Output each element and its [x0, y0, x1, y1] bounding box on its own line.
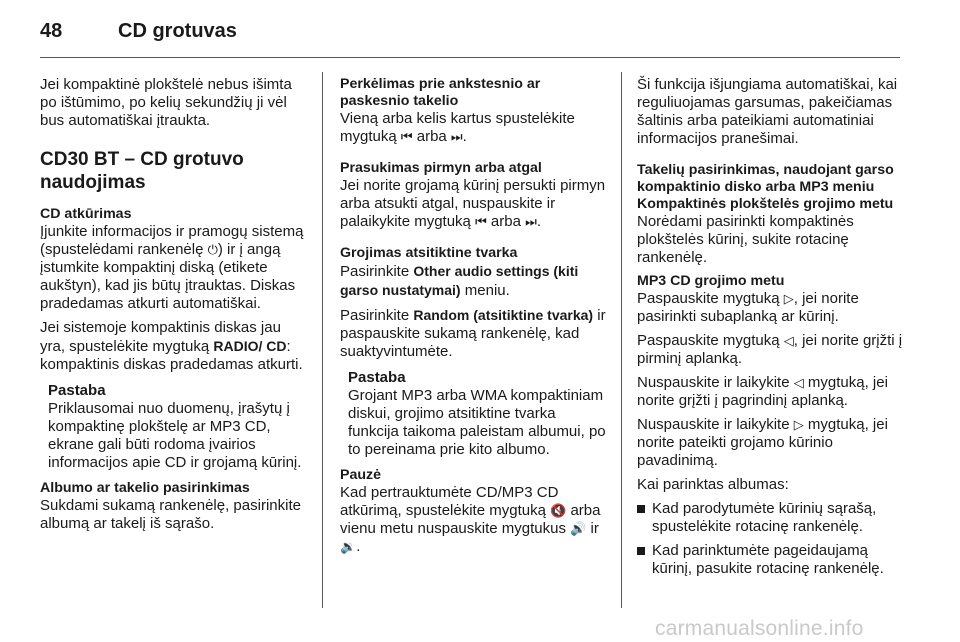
section-title: CD30 BT – CD grotuvo naudojimas	[40, 149, 244, 193]
auto-off-paragraph: Ši funkcija išjungiama automatiškai, kai reguliuojamas garsumas, pakeičiamas šaltinis arba pateikiami automatiniai informacijos pranešimai.	[637, 76, 898, 147]
mp3-paragraph-4: Nuspauskite ir laikykite ▷ mygtuką, jei norite pateikti grojamo kūrinio pavadinimą.	[637, 416, 888, 469]
heading-album-select: Albumo ar takelio pasirinkimas	[40, 480, 250, 496]
random-paragraph-1: Pasirinkite Other audio settings (kiti garso nustatymai) meniu.	[340, 263, 579, 299]
random-label: Random (atsitiktine tvarka)	[413, 307, 594, 323]
heading-fast-forward: Prasukimas pirmyn arba atgal	[340, 160, 542, 176]
eject-paragraph: Jei kompaktinė plokštelė nebus išimta po ištūmimo, po kelių sekundžių ji vėl bus automatiškai įtraukta.	[40, 76, 292, 129]
volume-down-icon: 🔉	[340, 539, 357, 554]
previous-track-icon: ⏮	[475, 214, 487, 229]
volume-up-icon: 🔊	[570, 521, 587, 536]
heading-cd-menu: Kompaktinės plokštelės grojimo metu	[637, 196, 894, 212]
radio-cd-button-label: RADIO/ CD	[213, 338, 287, 354]
pause-paragraph: Kad pertrauktumėte CD/MP3 CD atkūrimą, spustelėkite mygtuką 🔇 arba vienu metu nuspauskite mygtukus 🔊 ir 🔉.	[340, 484, 601, 555]
other-audio-settings-label: Other audio settings (kiti garso nustatymai)	[340, 263, 579, 298]
page-title: CD grotuvas	[118, 20, 237, 42]
random-paragraph-2: Pasirinkite Random (atsitiktine tvarka) ir paspauskite sukamą rankenėlę, kad suaktyvintumėte.	[340, 307, 606, 360]
heading-pause: Pauzė	[340, 467, 382, 483]
note-text: Grojant MP3 arba WMA kompaktiniam diskui, grojimo atsitiktine tvarka funkcija taikoma paleistam albumui, po to pereinama prie kito albumo.	[348, 387, 606, 458]
note-text: Priklausomai nuo duomenų, įrašytų į kompaktinę plokštelę ar MP3 CD, ekrane gali būti rodoma įvairios informacijos apie CD ir grojamą kūrinį.	[48, 400, 302, 471]
next-track-icon: ⏭	[450, 129, 463, 144]
watermark: carmanualsonline.info	[655, 617, 864, 640]
column-2	[340, 76, 610, 562]
right-arrow-icon: ▷	[793, 417, 804, 432]
fast-forward-paragraph: Jei norite grojamą kūrinį persukti pirmyn arba atsukti atgal, nuspauskite ir palaikykite mygtuką ⏮ arba ⏭.	[340, 177, 606, 230]
album-select-paragraph: Sukdami sukamą rankenėlę, pasirinkite albumą ar takelį iš sąrašo.	[40, 497, 301, 532]
note-box	[48, 382, 308, 472]
cd-menu-paragraph: Norėdami pasirinkti kompaktinės plokštelės kūrinį, sukite rotacinę rankenėlę.	[637, 213, 854, 266]
note-title: Pastaba	[48, 382, 106, 399]
note-title: Pastaba	[348, 369, 406, 386]
skip-paragraph: Vieną arba kelis kartus spustelėkite mygtuką ⏮ arba ⏭.	[340, 110, 575, 145]
mp3-paragraph-3: Nuspauskite ir laikykite ◁ mygtuką, jei norite grįžti į pagrindinį aplanką.	[637, 374, 888, 409]
album-selected-paragraph: Kai parinktas albumas:	[637, 476, 789, 493]
bullet-item: Kad parodytumėte kūrinių sąrašą, spustelėkite rotacinę rankenėlę.	[637, 500, 903, 536]
right-arrow-icon: ▷	[783, 291, 794, 306]
heading-skip-track: Perkėlimas prie ankstesnio ar paskesnio takelio	[340, 76, 541, 109]
power-icon: ⏻	[207, 242, 218, 257]
mp3-paragraph-1: Paspauskite mygtuką ▷, jei norite pasirinkti subaplanką ar kūrinį.	[637, 290, 859, 325]
column-3	[637, 76, 903, 578]
next-track-icon: ⏭	[525, 214, 537, 229]
page-number: 48	[40, 20, 63, 42]
page-header	[40, 20, 920, 50]
column-1	[40, 76, 308, 539]
heading-mp3-menu: MP3 CD grojimo metu	[637, 273, 785, 289]
playback-paragraph: Įjunkite informacijos ir pramogų sistemą (spustelėdami rankenėlę ⏻) ir į angą įstumkite kompaktinį diską (etikete aukštyn), kad jis būtų įtrauktas. Diskas pradedamas atkurti automatiškai.	[40, 223, 304, 312]
column-divider-2	[621, 72, 622, 608]
heading-track-selection: Takelių pasirinkimas, naudojant garso kompaktinio disko arba MP3 meniu	[637, 162, 894, 195]
mute-icon: 🔇	[550, 503, 567, 518]
bullet-item: Kad parinktumėte pageidaujamą kūrinį, pasukite rotacinę rankenėlę.	[637, 542, 903, 578]
mp3-paragraph-2: Paspauskite mygtuką ◁, jei norite grįžti į pirminį aplanką.	[637, 332, 903, 367]
previous-track-icon: ⏮	[400, 129, 413, 144]
note-box	[348, 369, 610, 459]
header-rule	[40, 57, 900, 58]
radio-cd-paragraph: Jei sistemoje kompaktinis diskas jau yra, spustelėkite mygtuką RADIO/ CD: kompaktinis diskas pradedamas atkurti.	[40, 319, 303, 373]
left-arrow-icon: ◁	[783, 333, 794, 348]
column-divider-1	[322, 72, 323, 608]
heading-random-play: Grojimas atsitiktine tvarka	[340, 245, 518, 261]
left-arrow-icon: ◁	[793, 375, 804, 390]
heading-cd-playback: CD atkūrimas	[40, 206, 132, 222]
